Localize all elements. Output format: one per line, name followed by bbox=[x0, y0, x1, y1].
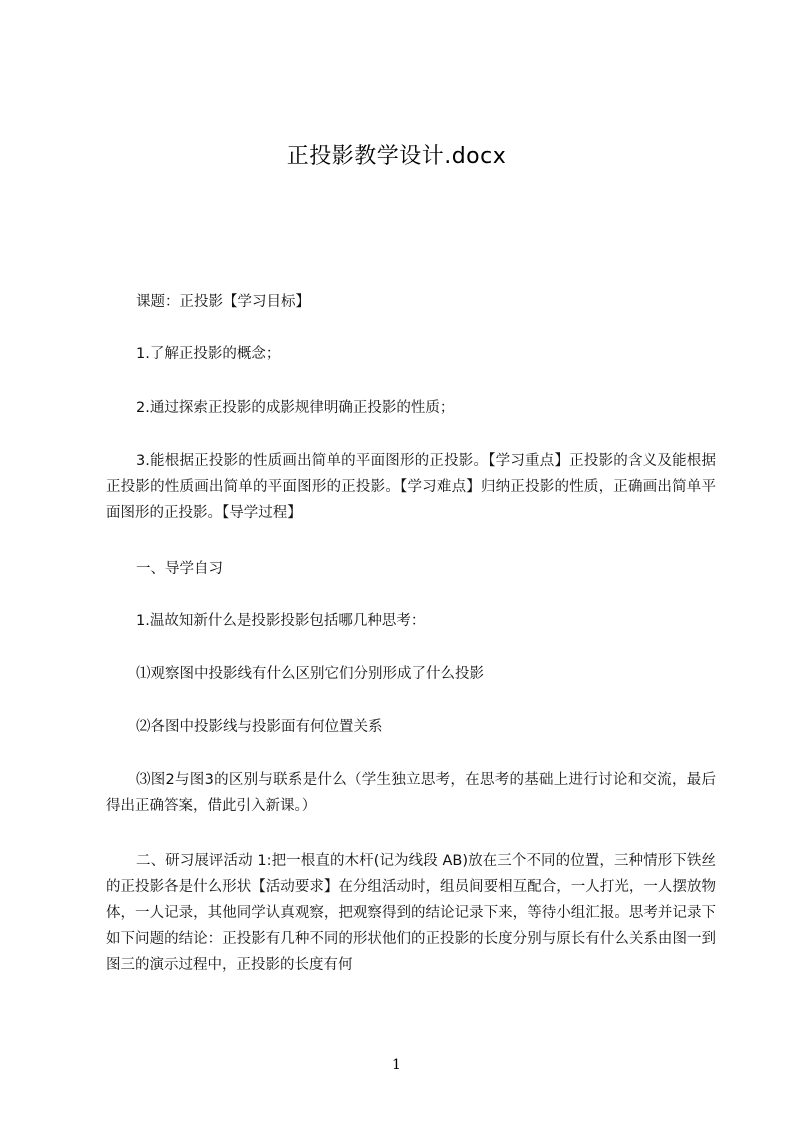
document-title: 正投影教学设计.docx bbox=[286, 144, 507, 169]
paragraph-objective-2: 2.通过探索正投影的成影规律明确正投影的性质； bbox=[136, 400, 455, 416]
paragraph-review: 1.温故知新什么是投影投影包括哪几种思考： bbox=[136, 613, 426, 629]
paragraph-question-2: ⑵各图中投影线与投影面有何位置关系 bbox=[136, 719, 383, 735]
section-heading-self-study: 一、导学自习 bbox=[136, 561, 223, 577]
paragraph-lesson-topic: 课题：正投影【学习目标】 bbox=[136, 294, 310, 310]
paragraph-objective-1: 1.了解正投影的概念； bbox=[136, 346, 281, 362]
paragraph-activity-1: 二、研习展评活动 1:把一根直的木杆(记为线段 AB)放在三个不同的位置，三种情形下铁丝的正投影各是什么形状【活动要求】在分组活动时，组员间要相互配合，一人打光，一人摆放物体，一人记录，其他同学认真观察，把观察得到的结论记录下来，等待小组汇报。思考并记录下如下问题的结论：正投影有几种不同的形状他们的正投影的长度分别与原长有什么关系由图一到图三的演示过程中，正投影的长度有何 bbox=[106, 853, 716, 973]
paragraph-objective-3: 3.能根据正投影的性质画出简单的平面图形的正投影。【学习重点】正投影的含义及能根据正投影的性质画出简单的平面图形的正投影。【学习难点】归纳正投影的性质，正确画出简单平面图形的正投影。【导学过程】 bbox=[106, 453, 716, 521]
page-number: 1 bbox=[392, 1057, 401, 1073]
paragraph-question-3: ⑶图2与图3的区别与联系是什么（学生独立思考，在思考的基础上进行讨论和交流，最后得出正确答案，借此引入新课。） bbox=[106, 772, 716, 814]
paragraph-question-1: ⑴观察图中投影线有什么区别它们分别形成了什么投影 bbox=[136, 666, 484, 682]
